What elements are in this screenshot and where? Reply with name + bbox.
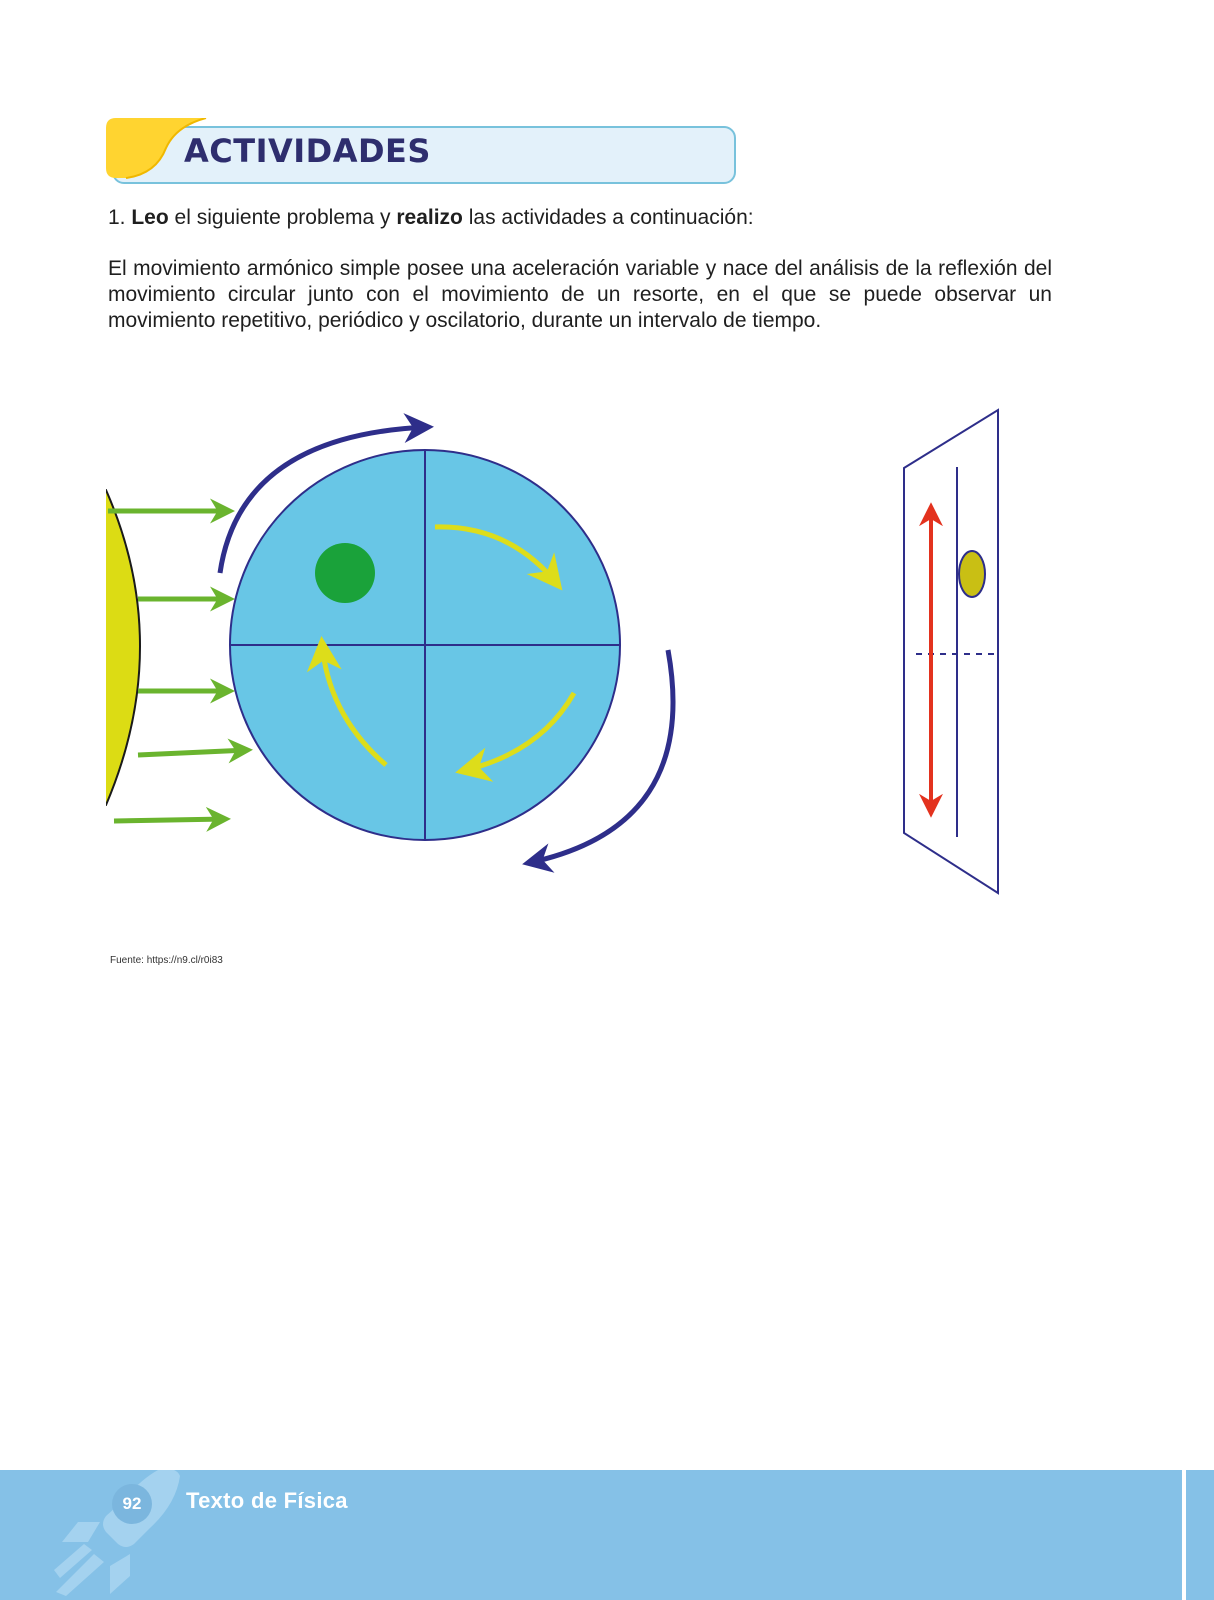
projected-point [959,551,985,597]
moving-point [315,543,375,603]
instruction-verb-realizo: realizo [396,206,463,229]
circular-motion-disk [230,450,620,840]
section-title: ACTIVIDADES [184,132,431,170]
sun-shape [100,490,140,805]
book-title: Texto de Física [186,1488,348,1513]
activity-number: 1. [108,206,126,229]
activity-instruction [108,204,1068,232]
footer-edge [1182,1470,1186,1600]
instruction-text-1: el siguiente problema y [174,206,391,229]
light-arrow [138,750,248,755]
page-number: 92 [122,1494,142,1513]
page-footer [0,1470,1214,1600]
light-arrow [114,819,226,821]
figure-source: Fuente: https://n9.cl/r0i83 [110,955,223,966]
instruction-text-2: las actividades a continuación: [468,206,754,229]
section-header [106,118,738,184]
instruction-verb-leo: Leo [131,206,169,229]
problem-paragraph: El movimiento armónico simple posee una aceleración variable y nace del análisis de la reflexión del movimiento circular junto con el movimiento de un resorte, en el que se puede observar un movimiento repetitivo, periódico y oscilatorio, durante un intervalo de tiempo. [108,257,1052,332]
shm-figure [100,395,1040,935]
projection-panel [904,410,998,893]
